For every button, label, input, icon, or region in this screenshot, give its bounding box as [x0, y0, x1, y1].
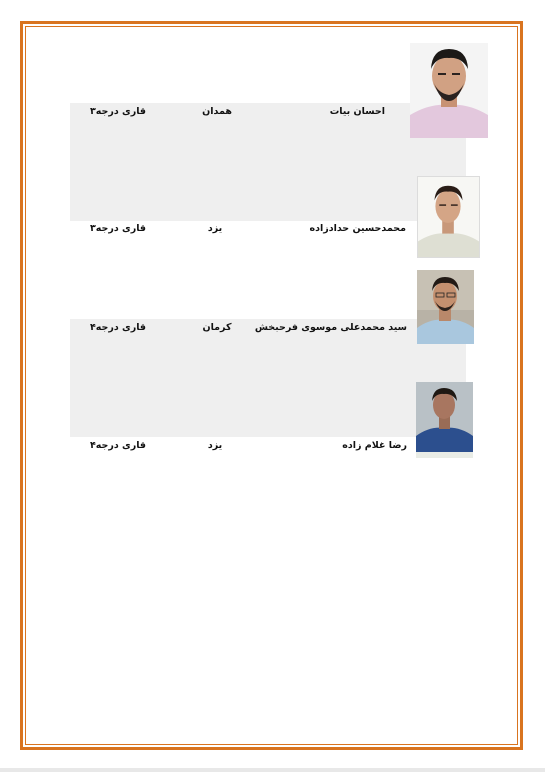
entry-1-name: احسان بیات	[329, 106, 385, 117]
person-photo-1	[410, 43, 488, 138]
person-photo-2	[417, 176, 480, 258]
entry-2-grade: قاری درجه۳	[89, 223, 146, 234]
page-bottom-edge	[0, 768, 545, 772]
entry-1-grade: قاری درجه۳	[89, 106, 146, 117]
person-photo-3	[417, 270, 474, 344]
entry-2-name: محمدحسین حدادزاده	[309, 223, 406, 234]
entry-3-name: سید محمدعلی موسوی فرحبخش	[254, 322, 407, 333]
entry-3-grade: قاری درجه۴	[89, 322, 146, 333]
entry-2-city: یزد	[207, 223, 223, 234]
row-shade-1	[70, 103, 466, 221]
entry-4-name: رضا غلام زاده	[342, 440, 407, 451]
row-shade-3	[70, 319, 466, 437]
person-photo-4	[416, 382, 473, 458]
entry-1-city: همدان	[202, 106, 232, 117]
entry-3-city: کرمان	[202, 322, 232, 333]
entry-4-grade: قاری درجه۴	[89, 440, 146, 451]
entry-4-city: یزد	[207, 440, 223, 451]
